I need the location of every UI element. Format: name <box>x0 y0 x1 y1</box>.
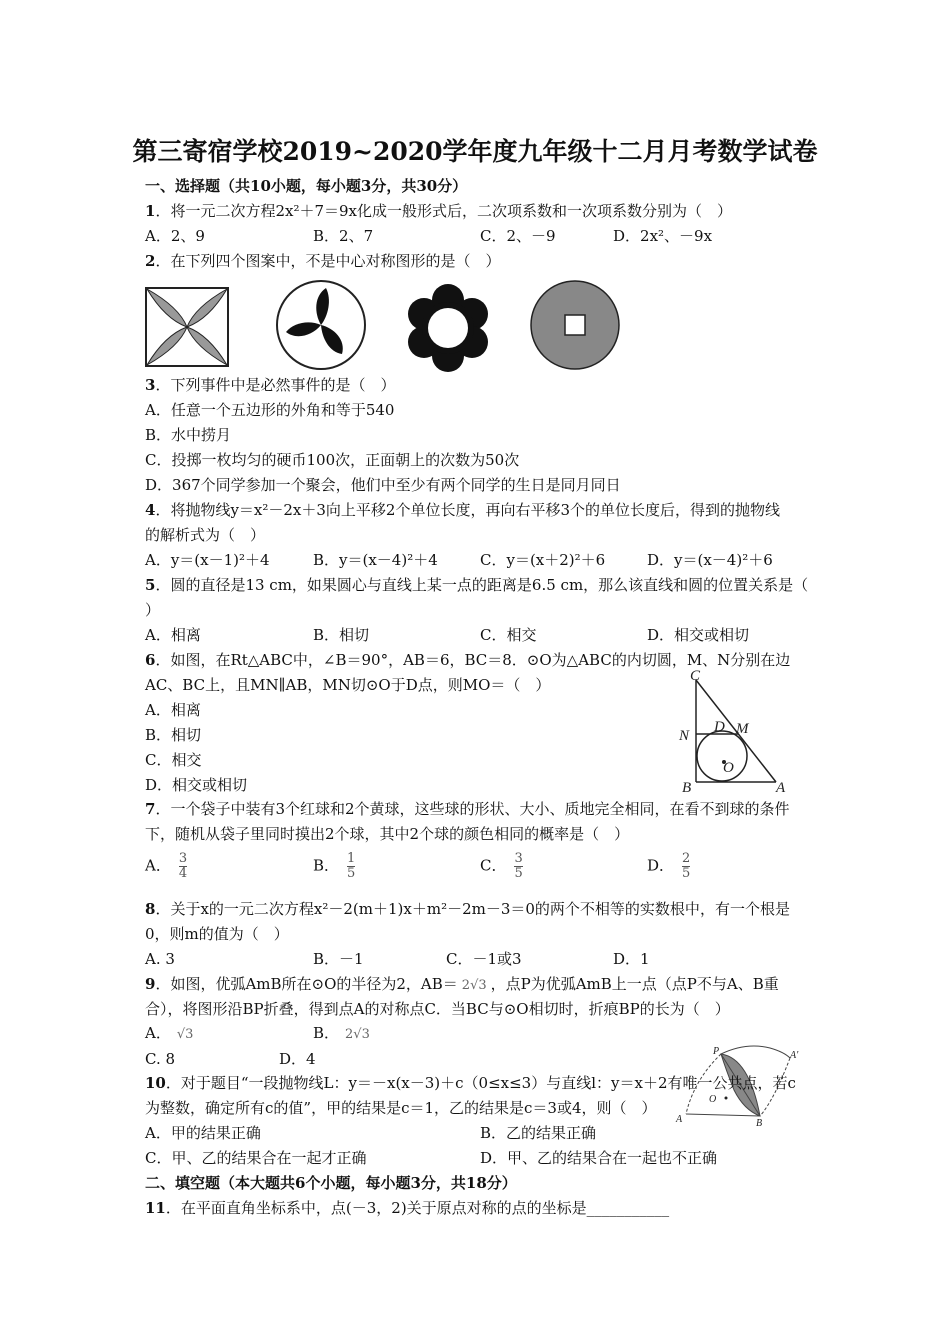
fig9-label-a: A <box>676 1114 683 1125</box>
question-7: 7．一个袋子中装有3个红球和2个黄球，这些球的形状、大小、质地完全相同，在看不到球的条件 <box>145 800 790 818</box>
question-4: 4．将抛物线y＝x²－2x＋3向上平移2个单位长度，再向右平移3个的单位长度后，得到的抛物线 <box>145 501 781 519</box>
q6-option-a[interactable]: A．相离 <box>145 701 201 719</box>
q3-option-b[interactable]: B．水中捞月 <box>145 426 232 444</box>
q6-option-c[interactable]: C．相交 <box>145 751 202 769</box>
q10-option-a[interactable]: A．甲的结果正确 <box>145 1124 261 1142</box>
q7-option-c[interactable]: C． $\frac{3}{5}$ <box>480 851 523 881</box>
question-5-cont: ） <box>145 601 161 619</box>
question-3: 3．下列事件中是必然事件的是（ ） <box>145 376 396 394</box>
q1-option-d[interactable]: D．2x²、－9x <box>613 227 713 245</box>
q9-option-a[interactable]: A． √3 <box>145 1024 194 1042</box>
question-8: 8．关于x的一元二次方程x²－2(m＋1)x＋m²－2m－3＝0的两个不相等的实数根中，有一个根是 <box>145 900 790 918</box>
q4-option-b[interactable]: B．y＝(x－4)²＋4 <box>313 551 438 569</box>
section-2-heading: 二、填空题（本大题共6个小题，每小题3分，共18分） <box>145 1174 517 1192</box>
page-title: 第三寄宿学校2019~2020学年度九年级十二月月考数学试卷 <box>132 137 818 166</box>
question-2: 2．在下列四个图案中，不是中心对称图形的是（ ） <box>145 252 501 270</box>
q1-option-b[interactable]: B．2、7 <box>313 227 374 245</box>
question-5: 5．圆的直径是13 cm，如果圆心与直线上某一点的距离是6.5 cm，那么该直线和圆的位置关系是（ <box>145 576 809 594</box>
fig6-label-m: M <box>736 721 749 737</box>
fig9-label-p: P <box>713 1046 720 1057</box>
q8-option-a[interactable]: A. 3 <box>145 950 175 968</box>
fig6-label-d: D <box>714 719 725 735</box>
q4-option-a[interactable]: A．y＝(x－1)²＋4 <box>145 551 270 569</box>
fig6-label-o: O <box>723 760 734 776</box>
q9-option-c[interactable]: C. 8 <box>145 1050 176 1068</box>
figure-q6-triangle <box>676 668 790 794</box>
fig9-label-b: B <box>756 1118 763 1128</box>
q10-option-b[interactable]: B．乙的结果正确 <box>480 1124 597 1142</box>
q1-option-a[interactable]: A．2、9 <box>145 227 205 245</box>
q5-option-c[interactable]: C．相交 <box>480 626 537 644</box>
q3-option-c[interactable]: C．投掷一枚均匀的硬币100次，正面朝上的次数为50次 <box>145 451 520 469</box>
section-1-heading: 一、选择题（共10小题，每小题3分，共30分） <box>145 177 468 195</box>
question-6-cont: AC、BC上，且MN∥AB，MN切⊙O于D点，则MO＝（ ） <box>145 676 551 694</box>
q8-option-b[interactable]: B．－1 <box>313 950 364 968</box>
fig6-label-b: B <box>682 780 692 794</box>
q10-option-c[interactable]: C．甲、乙的结果合在一起才正确 <box>145 1149 367 1167</box>
figure-six-petal-flower[interactable] <box>404 284 492 372</box>
q7-option-b[interactable]: B． $\frac{1}{5}$ <box>313 851 356 881</box>
q4-option-c[interactable]: C．y＝(x＋2)²＋6 <box>480 551 606 569</box>
question-9-cont: 合），将图形沿BP折叠，得到点A的对称点C．当BC与⊙O相切时，折痕BP的长为（ ） <box>145 1000 730 1018</box>
q6-option-b[interactable]: B．相切 <box>145 726 202 744</box>
q5-option-d[interactable]: D．相交或相切 <box>647 626 750 644</box>
question-1: 1．将一元二次方程2x²＋7＝9x化成一般形式后，二次项系数和一次项系数分别为（ ） <box>145 202 733 220</box>
q4-option-d[interactable]: D．y＝(x－4)²＋6 <box>647 551 773 569</box>
q5-option-a[interactable]: A．相离 <box>145 626 201 644</box>
q7-option-a[interactable]: A． $\frac{3}{4}$ <box>145 851 188 881</box>
question-6: 6．如图，在Rt△ABC中，∠B＝90°，AB＝6，BC＝8．⊙O为△ABC的内切圆，M、N分别在边 <box>145 651 791 669</box>
question-10: 10．对于题目“一段抛物线L：y＝－x(x－3)＋c（0≤x≤3）与直线l：y＝x＋2有唯一公共点，若c <box>145 1074 796 1092</box>
q3-option-a[interactable]: A．任意一个五边形的外角和等于540 <box>145 401 395 419</box>
question-10-cont: 为整数，确定所有c的值”，甲的结果是c＝1，乙的结果是c＝3或4，则（ ） <box>145 1099 657 1117</box>
figure-three-blade-circle[interactable] <box>274 278 368 372</box>
fig6-label-a: A <box>776 780 786 794</box>
figure-four-petal-square[interactable] <box>145 287 229 367</box>
q10-option-d[interactable]: D．甲、乙的结果合在一起也不正确 <box>480 1149 718 1167</box>
question-11: 11．在平面直角坐标系中，点(－3，2)关于原点对称的点的坐标是___________ <box>145 1199 670 1217</box>
fig9-label-o: O <box>709 1094 717 1105</box>
q8-option-c[interactable]: C．－1或3 <box>446 950 522 968</box>
q1-option-c[interactable]: C．2、－9 <box>480 227 556 245</box>
figure-coin-square-hole[interactable] <box>530 280 620 370</box>
fig6-label-n: N <box>679 728 690 744</box>
q9-option-d[interactable]: D．4 <box>279 1050 316 1068</box>
q7-option-d[interactable]: D． $\frac{2}{5}$ <box>647 851 691 881</box>
question-9: 9．如图，优弧AmB所在⊙O的半径为2，AB＝ 2√3 ，点P为优弧AmB上一点（点P不与A、B重 <box>145 975 779 993</box>
question-8-cont: 0，则m的值为（ ） <box>145 925 289 943</box>
question-7-cont: 下，随机从袋子里同时摸出2个球，其中2个球的颜色相同的概率是（ ） <box>145 825 630 843</box>
q8-option-d[interactable]: D．1 <box>613 950 650 968</box>
q5-option-b[interactable]: B．相切 <box>313 626 370 644</box>
q9-option-b[interactable]: B． 2√3 <box>313 1024 370 1042</box>
q6-option-d[interactable]: D．相交或相切 <box>145 776 248 794</box>
fig9-label-a-prime: A' <box>790 1050 799 1061</box>
q3-option-d[interactable]: D．367个同学参加一个聚会，他们中至少有两个同学的生日是同月同日 <box>145 476 621 494</box>
question-4-cont: 的解析式为（ ） <box>145 526 266 544</box>
fig6-label-c: C <box>690 668 701 684</box>
